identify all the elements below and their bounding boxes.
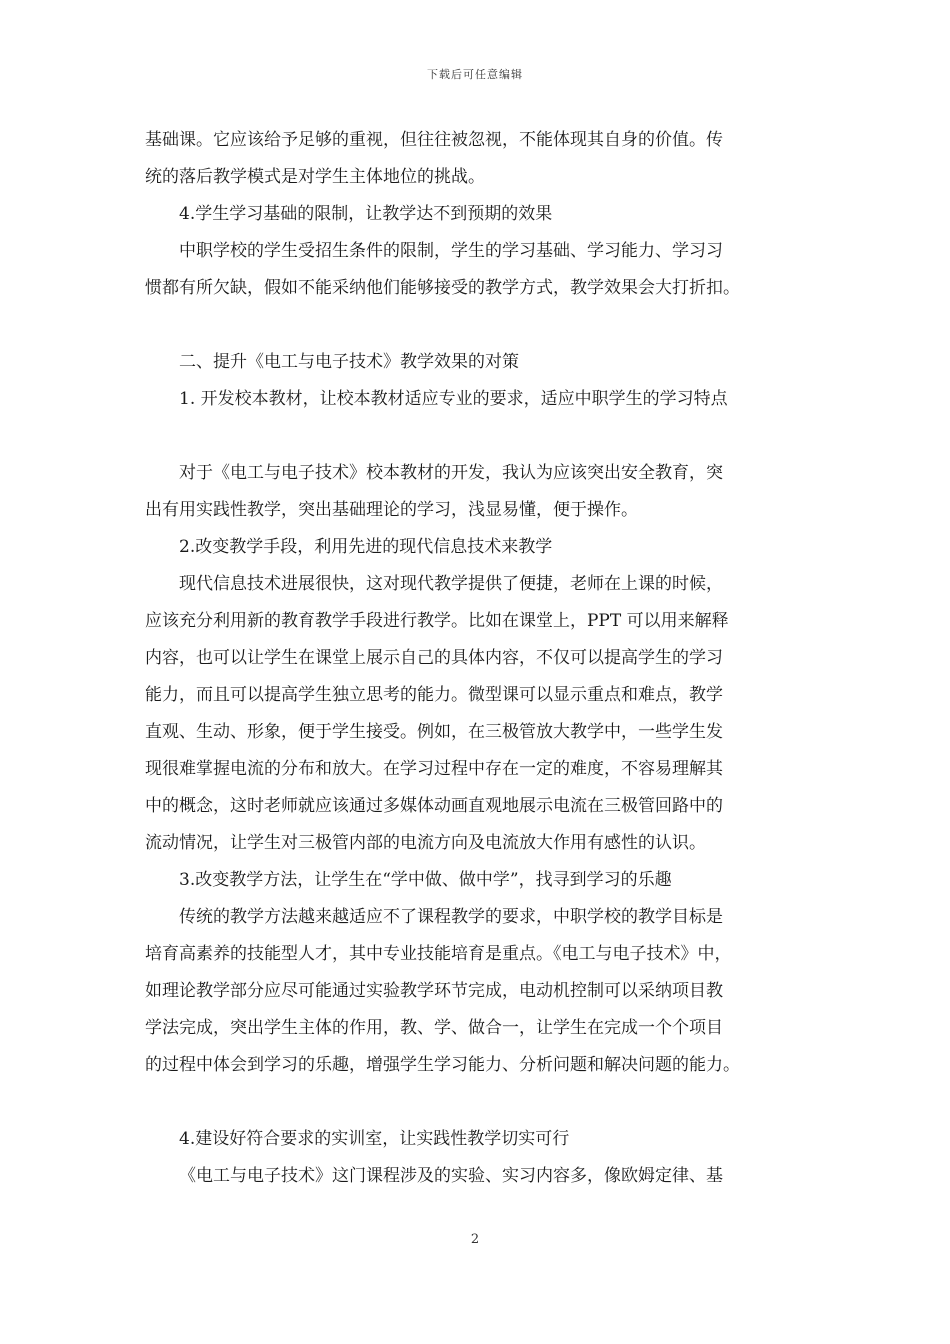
text-line: 直观、生动、形象，便于学生接受。例如，在三极管放大教学中，一些学生发 — [145, 722, 723, 742]
blank-line — [145, 418, 815, 455]
text-line: 《电工与电子技术》这门课程涉及的实验、实习内容多，像欧姆定律、基 — [179, 1166, 723, 1186]
text-line: 现代信息技术进展很快，这对现代教学提供了便捷，老师在上课的时候， — [179, 574, 723, 594]
text-line: 培育高素养的技能型人才，其中专业技能培育是重点。《电工与电子技术》中， — [145, 944, 732, 964]
text-line: 出有用实践性教学，突出基础理论的学习，浅显易懂，便于操作。 — [145, 500, 638, 520]
text-line: 应该充分利用新的教育教学手段进行教学。比如在课堂上，PPT 可以用来解释 — [145, 611, 729, 631]
text-line: 中的概念，这时老师就应该通过多媒体动画直观地展示电流在三极管回路中的 — [145, 796, 723, 816]
chapter-heading: 二、提升《电工与电子技术》教学效果的对策 — [179, 352, 519, 372]
text-line: 统的落后教学模式是对学生主体地位的挑战。 — [145, 167, 485, 187]
document-body — [145, 122, 815, 1195]
section-heading: 1. 开发校本教材，让校本教材适应专业的要求，适应中职学生的学习特点 — [179, 389, 728, 409]
page-header: 下载后可任意编辑 — [427, 68, 523, 81]
text-line: 流动情况，让学生对三极管内部的电流方向及电流放大作用有感性的认识。 — [145, 833, 706, 853]
page-number: 2 — [470, 1232, 480, 1247]
text-line: 基础课。它应该给予足够的重视，但往往被忽视，不能体现其自身的价值。传 — [145, 130, 723, 150]
section-heading: 2.改变教学手段，利用先进的现代信息技术来教学 — [179, 537, 553, 557]
section-heading: 4.学生学习基础的限制，让教学达不到预期的效果 — [179, 204, 553, 224]
text-line: 学法完成，突出学生主体的作用，教、学、做合一，让学生在完成一个个项目 — [145, 1018, 723, 1038]
text-line: 如理论教学部分应尽可能通过实验教学环节完成，电动机控制可以采纳项目教 — [145, 981, 723, 1001]
text-line: 现很难掌握电流的分布和放大。在学习过程中存在一定的难度，不容易理解其 — [145, 759, 723, 779]
text-line: 传统的教学方法越来越适应不了课程教学的要求，中职学校的教学目标是 — [179, 907, 723, 927]
blank-line — [145, 307, 815, 344]
text-line: 中职学校的学生受招生条件的限制，学生的学习基础、学习能力、学习习 — [179, 241, 723, 261]
text-line: 能力，而且可以提高学生独立思考的能力。微型课可以显示重点和难点，教学 — [145, 685, 723, 705]
blank-line — [145, 1084, 815, 1121]
text-line: 内容，也可以让学生在课堂上展示自己的具体内容，不仅可以提高学生的学习 — [145, 648, 723, 668]
section-heading: 3.改变教学方法，让学生在“学中做、做中学”，找寻到学习的乐趣 — [179, 870, 672, 890]
text-line: 惯都有所欠缺，假如不能采纳他们能够接受的教学方式，教学效果会大打折扣。 — [145, 278, 740, 298]
section-heading: 4.建设好符合要求的实训室，让实践性教学切实可行 — [179, 1129, 570, 1149]
text-line: 对于《电工与电子技术》校本教材的开发，我认为应该突出安全教育，突 — [179, 463, 723, 483]
text-line: 的过程中体会到学习的乐趣，增强学生学习能力、分析问题和解决问题的能力。 — [145, 1055, 740, 1075]
